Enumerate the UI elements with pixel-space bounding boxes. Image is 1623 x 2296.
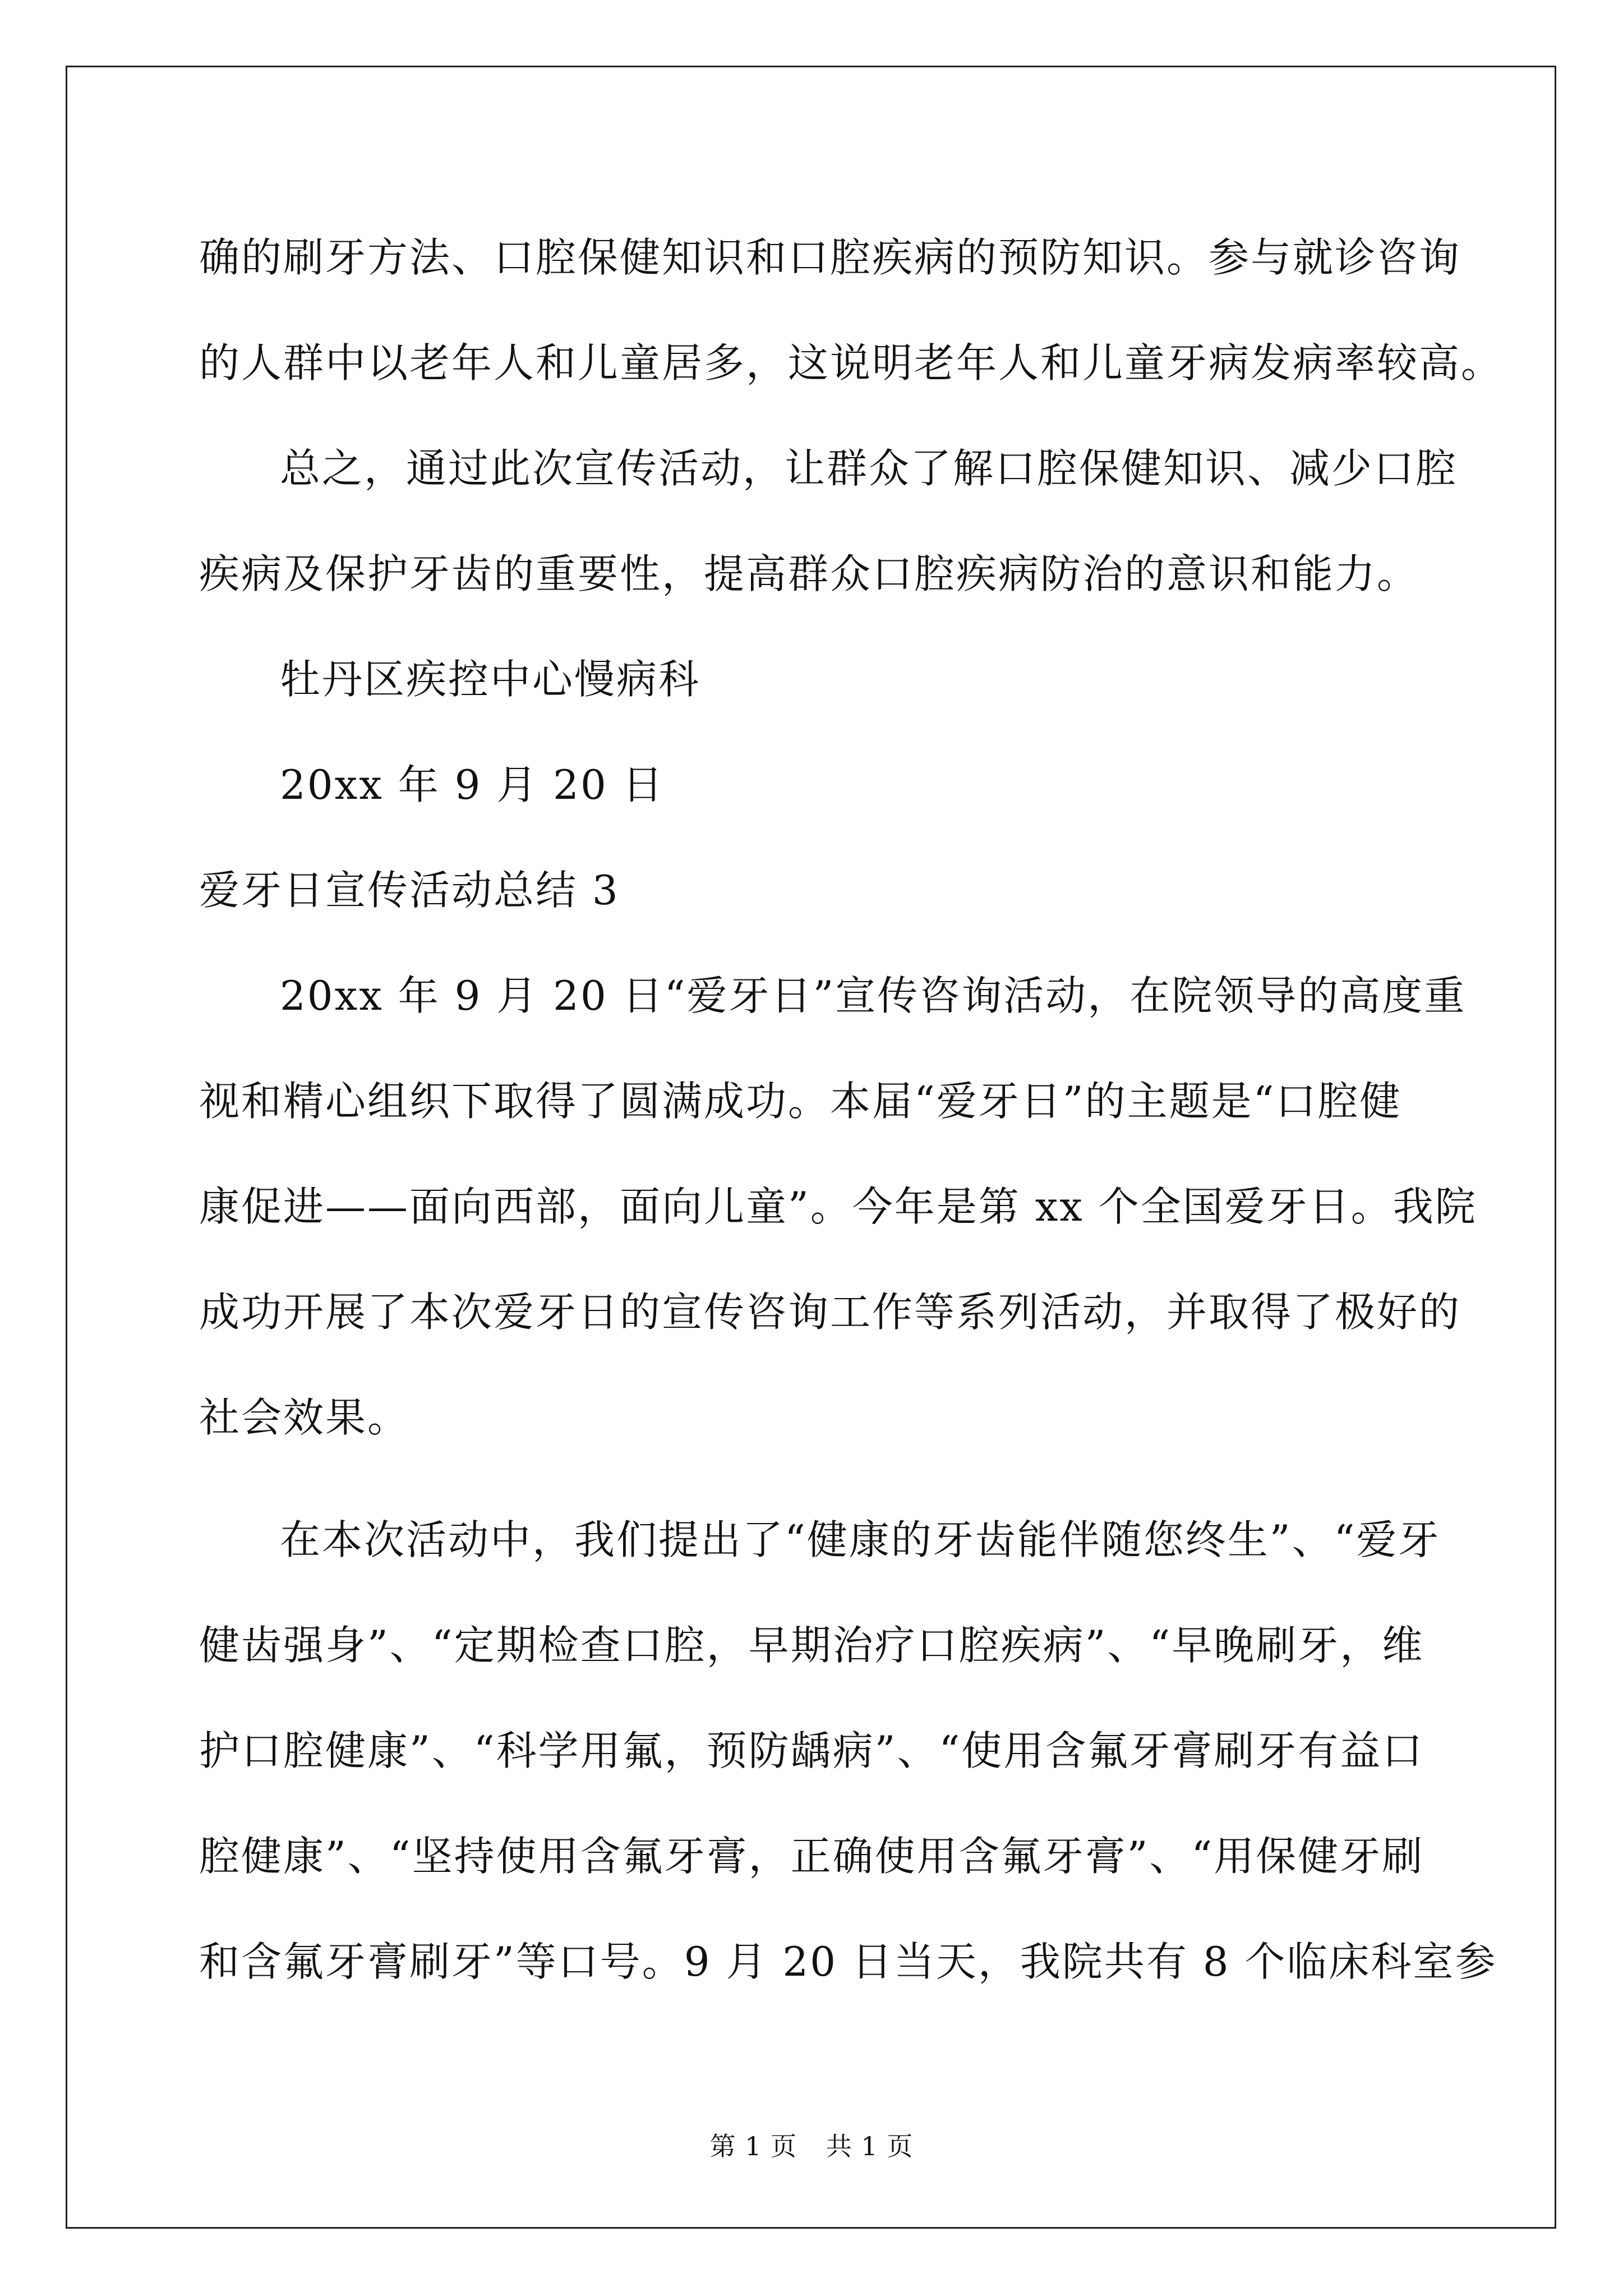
page-number-current: 第 1 页 [709, 2131, 797, 2161]
signature-org: 牡丹区疾控中心慢病科 [280, 656, 701, 703]
text-line: 康促进——面向西部，面向儿童”。今年是第 xx 个全国爱牙日。我院 [199, 1183, 1477, 1230]
text-line: 的人群中以老年人和儿童居多，这说明老年人和儿童牙病发病率较高。 [199, 339, 1504, 386]
text-line: 和含氟牙膏刷牙”等口号。9 月 20 日当天，我院共有 8 个临床科室参 [199, 1938, 1497, 1985]
text-line: 总之，通过此次宣传活动，让群众了解口腔保健知识、减少口腔 [280, 445, 1458, 492]
text-line: 腔健康”、“坚持使用含氟牙膏，正确使用含氟牙膏”、“用保健牙刷 [199, 1833, 1424, 1880]
page-number-total: 共 1 页 [826, 2131, 914, 2161]
text-line: 护口腔健康”、“科学用氟，预防龋病”、“使用含氟牙膏刷牙有益口 [199, 1727, 1424, 1774]
text-line: 社会效果。 [199, 1394, 410, 1441]
text-line: 20xx 年 9 月 20 日“爱牙日”宣传咨询活动，在院领导的高度重 [280, 972, 1467, 1019]
text-line: 疾病及保护牙齿的重要性，提高群众口腔疾病防治的意识和能力。 [199, 550, 1419, 597]
text-line: 视和精心组织下取得了圆满成功。本届“爱牙日”的主题是“口腔健 [199, 1078, 1402, 1125]
signature-date: 20xx 年 9 月 20 日 [280, 761, 665, 808]
section-title: 爱牙日宣传活动总结 3 [199, 867, 620, 914]
text-line: 成功开展了本次爱牙日的宣传咨询工作等系列活动，并取得了极好的 [199, 1289, 1461, 1336]
text-line: 在本次活动中，我们提出了“健康的牙齿能伴随您终生”、“爱牙 [280, 1516, 1441, 1563]
text-line: 确的刷牙方法、口腔保健知识和口腔疾病的预防知识。参与就诊咨询 [199, 234, 1461, 281]
document-body [199, 205, 1504, 2014]
page-footer [0, 2129, 1623, 2163]
text-line: 健齿强身”、“定期检查口腔，早期治疗口腔疾病”、“早晚刷牙，维 [199, 1622, 1424, 1669]
